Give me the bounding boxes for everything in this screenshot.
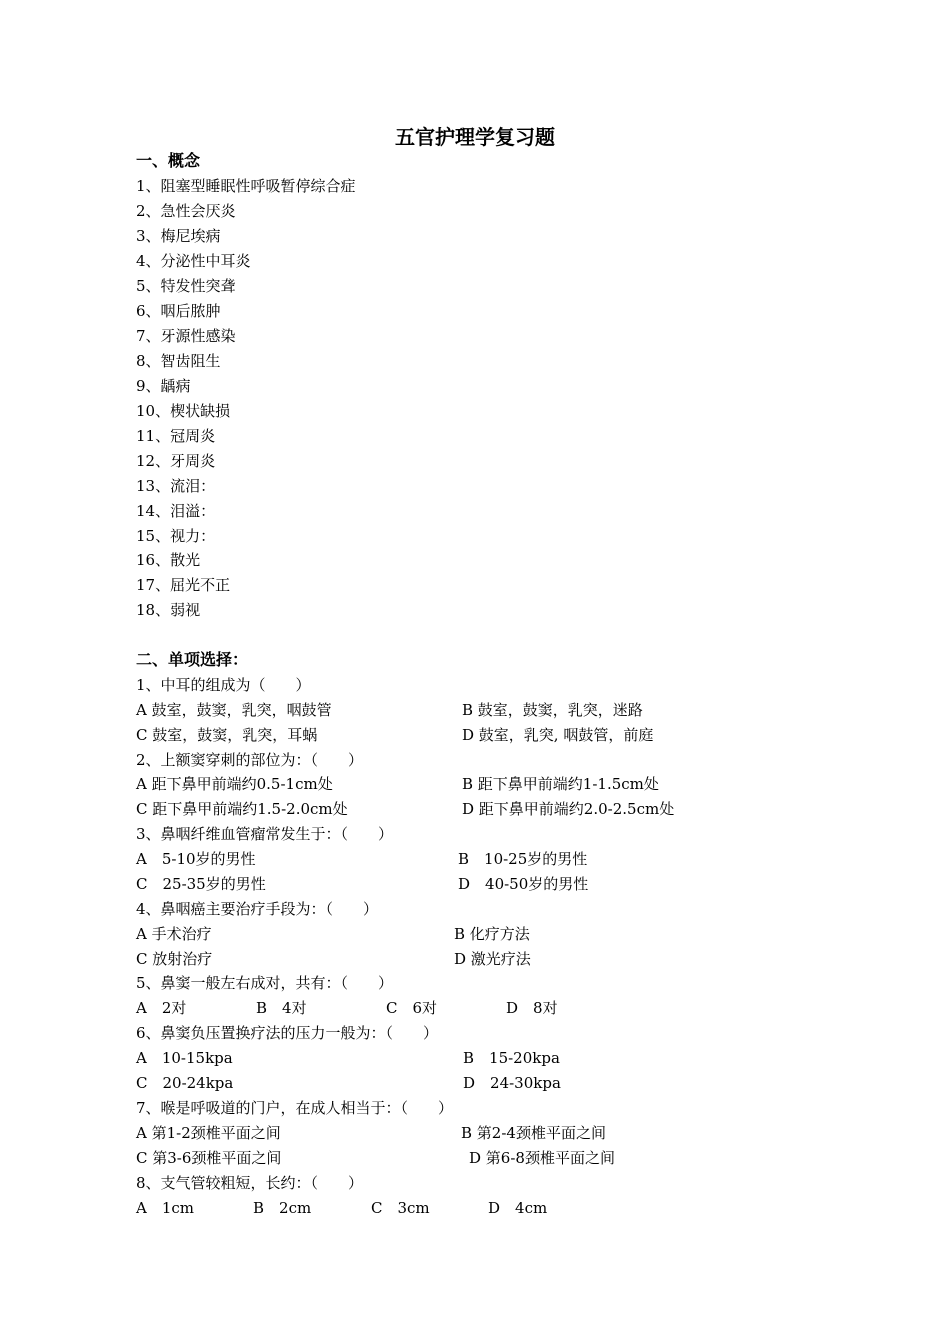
- option-d: D 激光疗法: [454, 950, 531, 968]
- concept-item: 17、屈光不正: [136, 576, 231, 594]
- option-c: C 鼓室，鼓窦，乳突，耳蜗: [136, 726, 318, 744]
- concept-item: 13、流泪：: [136, 477, 216, 495]
- option-b: B 鼓室，鼓窦，乳突，迷路: [462, 701, 643, 719]
- option-a: A 5-10岁的男性: [136, 850, 256, 868]
- section-heading-single-choice: 二、单项选择：: [136, 650, 249, 669]
- question-text: 2、上额窦穿刺的部位为：（ ）: [136, 751, 364, 769]
- concept-item: 5、特发性突聋: [136, 277, 236, 295]
- option-b: B 距下鼻甲前端约1-1.5cm处: [462, 775, 659, 793]
- option-a: A 距下鼻甲前端约0.5-1cm处: [136, 775, 333, 793]
- concept-item: 9、龋病: [136, 377, 191, 395]
- concept-item: 4、分泌性中耳炎: [136, 252, 251, 270]
- option-b: B 15-20kpa: [463, 1049, 560, 1067]
- option-c: C 25-35岁的男性: [136, 875, 266, 893]
- question-text: 1、中耳的组成为（ ）: [136, 676, 311, 694]
- option-d: D 距下鼻甲前端约2.0-2.5cm处: [462, 800, 675, 818]
- option-d: D 8对: [506, 999, 558, 1017]
- concept-item: 1、阻塞型睡眠性呼吸暂停综合症: [136, 177, 356, 195]
- concept-item: 3、梅尼埃病: [136, 227, 221, 245]
- concept-item: 15、视力：: [136, 527, 216, 545]
- option-b: B 10-25岁的男性: [458, 850, 588, 868]
- document-title: 五官护理学复习题: [395, 125, 555, 149]
- section-heading-concepts: 一、概念: [136, 151, 201, 170]
- option-a: A 2对: [136, 999, 187, 1017]
- concept-item: 18、弱视: [136, 601, 201, 619]
- concept-item: 14、泪溢：: [136, 502, 216, 520]
- option-d: D 4cm: [488, 1199, 548, 1217]
- concept-item: 8、智齿阻生: [136, 352, 221, 370]
- question-text: 4、鼻咽癌主要治疗手段为：（ ）: [136, 900, 379, 918]
- concept-item: 6、咽后脓肿: [136, 302, 221, 320]
- question-text: 6、鼻窦负压置换疗法的压力一般为：（ ）: [136, 1024, 439, 1042]
- option-c: C 第3-6颈椎平面之间: [136, 1149, 282, 1167]
- concept-item: 16、散光: [136, 551, 201, 569]
- option-b: B 4对: [256, 999, 307, 1017]
- option-b: B 2cm: [253, 1199, 312, 1217]
- option-a: A 1cm: [136, 1199, 195, 1217]
- option-d: D 第6-8颈椎平面之间: [469, 1149, 615, 1167]
- concept-item: 7、牙源性感染: [136, 327, 236, 345]
- concept-item: 11、冠周炎: [136, 427, 216, 445]
- option-c: C 3cm: [371, 1199, 430, 1217]
- option-c: C 20-24kpa: [136, 1074, 234, 1092]
- option-b: B 第2-4颈椎平面之间: [461, 1124, 606, 1142]
- option-d: D 24-30kpa: [463, 1074, 561, 1092]
- concept-item: 10、楔状缺损: [136, 402, 231, 420]
- question-text: 8、支气管较粗短，长约：（ ）: [136, 1174, 364, 1192]
- option-a: A 10-15kpa: [136, 1049, 233, 1067]
- option-d: D 鼓室，乳突, 咽鼓管，前庭: [462, 726, 654, 744]
- option-c: C 距下鼻甲前端约1.5-2.0cm处: [136, 800, 348, 818]
- option-a: A 手术治疗: [136, 925, 212, 943]
- option-d: D 40-50岁的男性: [458, 875, 589, 893]
- option-b: B 化疗方法: [454, 925, 530, 943]
- question-text: 5、鼻窦一般左右成对，共有：（ ）: [136, 974, 394, 992]
- concept-item: 12、牙周炎: [136, 452, 216, 470]
- option-a: A 第1-2颈椎平面之间: [136, 1124, 281, 1142]
- option-a: A 鼓室，鼓窦，乳突，咽鼓管: [136, 701, 332, 719]
- option-c: C 放射治疗: [136, 950, 213, 968]
- concept-item: 2、急性会厌炎: [136, 202, 236, 220]
- option-c: C 6对: [386, 999, 438, 1017]
- question-text: 7、喉是呼吸道的门户，在成人相当于：（ ）: [136, 1099, 454, 1117]
- question-text: 3、鼻咽纤维血管瘤常发生于：（ ）: [136, 825, 394, 843]
